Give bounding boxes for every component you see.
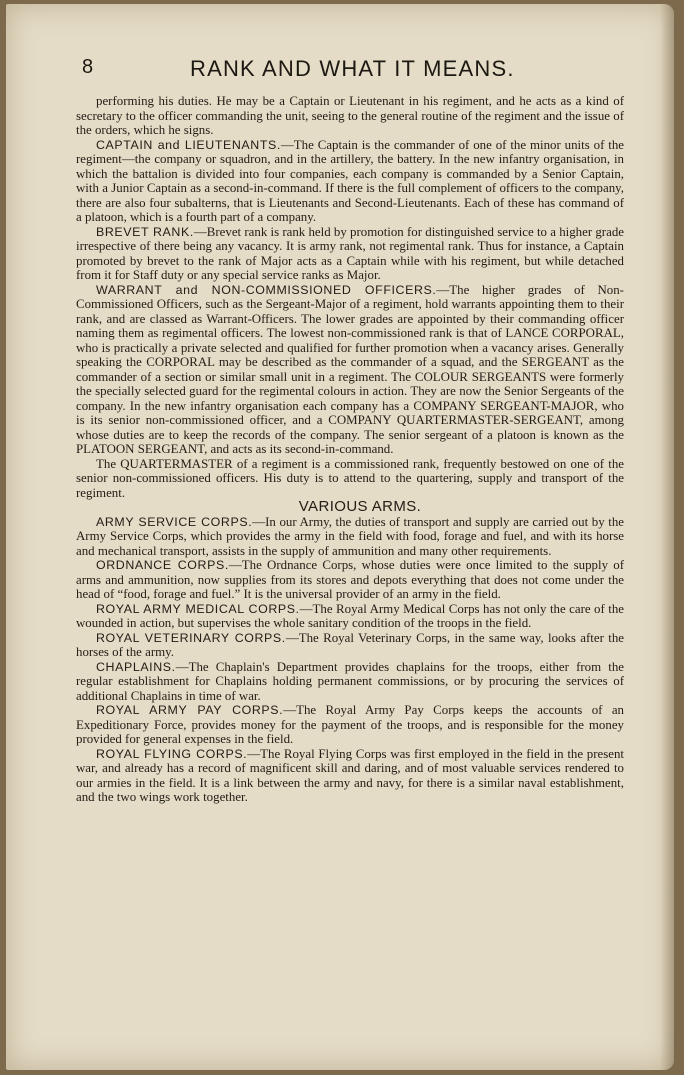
- paragraph-text: —The Royal Flying Corps was first employed in the field in the present war, and already has a record of magnificent skill and daring, and of most valuable services rendered to our armies in the field. It is a link between the army and navy, for there is a similar naval establishment, and the two wings work together.: [76, 746, 625, 804]
- paragraph: [76, 225, 624, 283]
- section-heading: VARIOUS ARMS.: [298, 498, 422, 515]
- paragraph: [76, 138, 624, 225]
- paragraph-text: —The Royal Army Medical Corps has not only the care of the wounded in action, but supervises the whole sanitary condition of the troops in the field.: [76, 601, 624, 630]
- paragraph-term: CAPTAIN and LIEUTENANTS.: [96, 137, 281, 152]
- paragraph-term: ROYAL ARMY PAY CORPS.: [96, 703, 284, 717]
- paragraph-text: —The Ordnance Corps, whose duties were once limited to the supply of arms and ammunition, now supplies from its stores and depots everything that does not come under the head of “food, forage and fuel.” It is the universal provider of an army in the field.: [76, 558, 624, 601]
- paragraph-term: BREVET RANK.: [96, 224, 194, 239]
- book-page: [6, 4, 674, 1070]
- paragraph: [76, 631, 624, 660]
- paragraph: [76, 660, 624, 704]
- paragraph-text: —In our Army, the duties of transport and supply are carried out by the Army Service Corps, which provides the army in the field with food, forage and fuel, and with its horse and mechanical transport, assists in the supply of ammunition and many other requirements.: [76, 514, 624, 558]
- page-edge-shadow: [660, 4, 674, 1070]
- paragraph: [76, 558, 624, 602]
- paragraph-text: —The Chaplain's Department provides chaplains for the troops, either from the regular establishment for Chaplains holding permanent commissions, or by procuring the services of additional Chaplains in time of war.: [76, 659, 624, 703]
- paragraph-term: ROYAL VETERINARY CORPS.: [96, 630, 286, 645]
- page-number: 8: [82, 56, 94, 78]
- paragraph-term: WARRANT and NON-COMMISSIONED OFFICERS.: [96, 282, 437, 297]
- paragraph-text: performing his duties. He may be a Captain or Lieutenant in his regiment, and he acts as a kind of secretary to the officer commanding the unit, seeing to the general routine of the regiment and the issue of the orders, which he signs.: [76, 94, 624, 137]
- paragraph-text: —The Captain is the commander of one of the minor units of the regiment—the company or squadron, and in the artillery, the battery. In the new infantry organisation, in which the battalion is divided into four companies, each company is commanded by a Senior Captain, with a Junior Captain as a second-in-command. If there is the full complement of officers to the company, there are also four subalterns, that is Lieutenants and Second-Lieutenants. Each of these has command of a platoon, which is a fourth part of a company.: [76, 137, 625, 224]
- paragraph: [76, 457, 624, 501]
- paragraph-term: ROYAL FLYING CORPS.: [96, 746, 248, 761]
- paragraph-term: ARMY SERVICE CORPS.: [96, 514, 253, 529]
- body-text: [76, 94, 624, 805]
- paragraph-text: —The Royal Veterinary Corps, in the same way, looks after the horses of the army.: [76, 630, 625, 659]
- paragraph-term: ROYAL ARMY MEDICAL CORPS.: [96, 601, 300, 616]
- paragraph-term: ORDNANCE CORPS.: [96, 558, 229, 572]
- paragraph: [76, 602, 624, 631]
- paragraph: [76, 703, 624, 747]
- paragraph: [76, 283, 624, 457]
- page-header: [82, 50, 628, 90]
- paragraph-text: The QUARTERMASTER of a regiment is a commissioned rank, frequently bestowed on one of the senior non-commissioned officers. His duty is to attend to the quartering, supply and transport of the regiment.: [76, 456, 624, 500]
- paragraph: [76, 94, 624, 138]
- paragraph-text: —The Royal Army Pay Corps keeps the accounts of an Expeditionary Force, provides money for the payment of the troops, and is responsible for the money provided for general expenses in the field.: [76, 703, 625, 746]
- running-title: RANK AND WHAT IT MEANS.: [190, 56, 515, 81]
- paragraph-text: —Brevet rank is rank held by promotion for distinguished service to a higher grade irrespective of there being any vacancy. It is army rank, not regimental rank. Thus for instance, a Captain promoted by brevet to the rank of Major acts as a Captain while with his regiment, but while detached from it for Staff duty or any special service ranks as Major.: [76, 224, 624, 282]
- paragraph: [76, 515, 624, 559]
- paragraph-text: —The higher grades of Non-Commissioned Officers, such as the Sergeant-Major of a regiment, hold warrants appointing them to their rank, and are classed as Warrant-Officers. The lower grades are appointed by their commanding officer naming them as regimental officers. The lowest non-commissioned rank is that of LANCE CORPORAL, who is practically a private selected and qualified for further promotion when a vacancy arises. Generally speaking the CORPORAL may be described as the commander of a squad, and the SERGEANT as the commander of a section or similar small unit in a regiment. The COLOUR SERGEANTS were formerly the specially selected guard for the regimental colours in action. They are now the Senior Sergeants of the company. In the new infantry organisation each company has a COMPANY SERGEANT-MAJOR, who is its senior non-commissioned officer, and a COMPANY QUARTERMASTER-SERGEANT, among whose duties are to keep the records of the company. The senior sergeant of a platoon is known as the PLATOON SERGEANT, and acts as its second-in-command.: [76, 282, 624, 456]
- paragraph: [76, 747, 624, 805]
- paragraph-term: CHAPLAINS.: [96, 659, 176, 674]
